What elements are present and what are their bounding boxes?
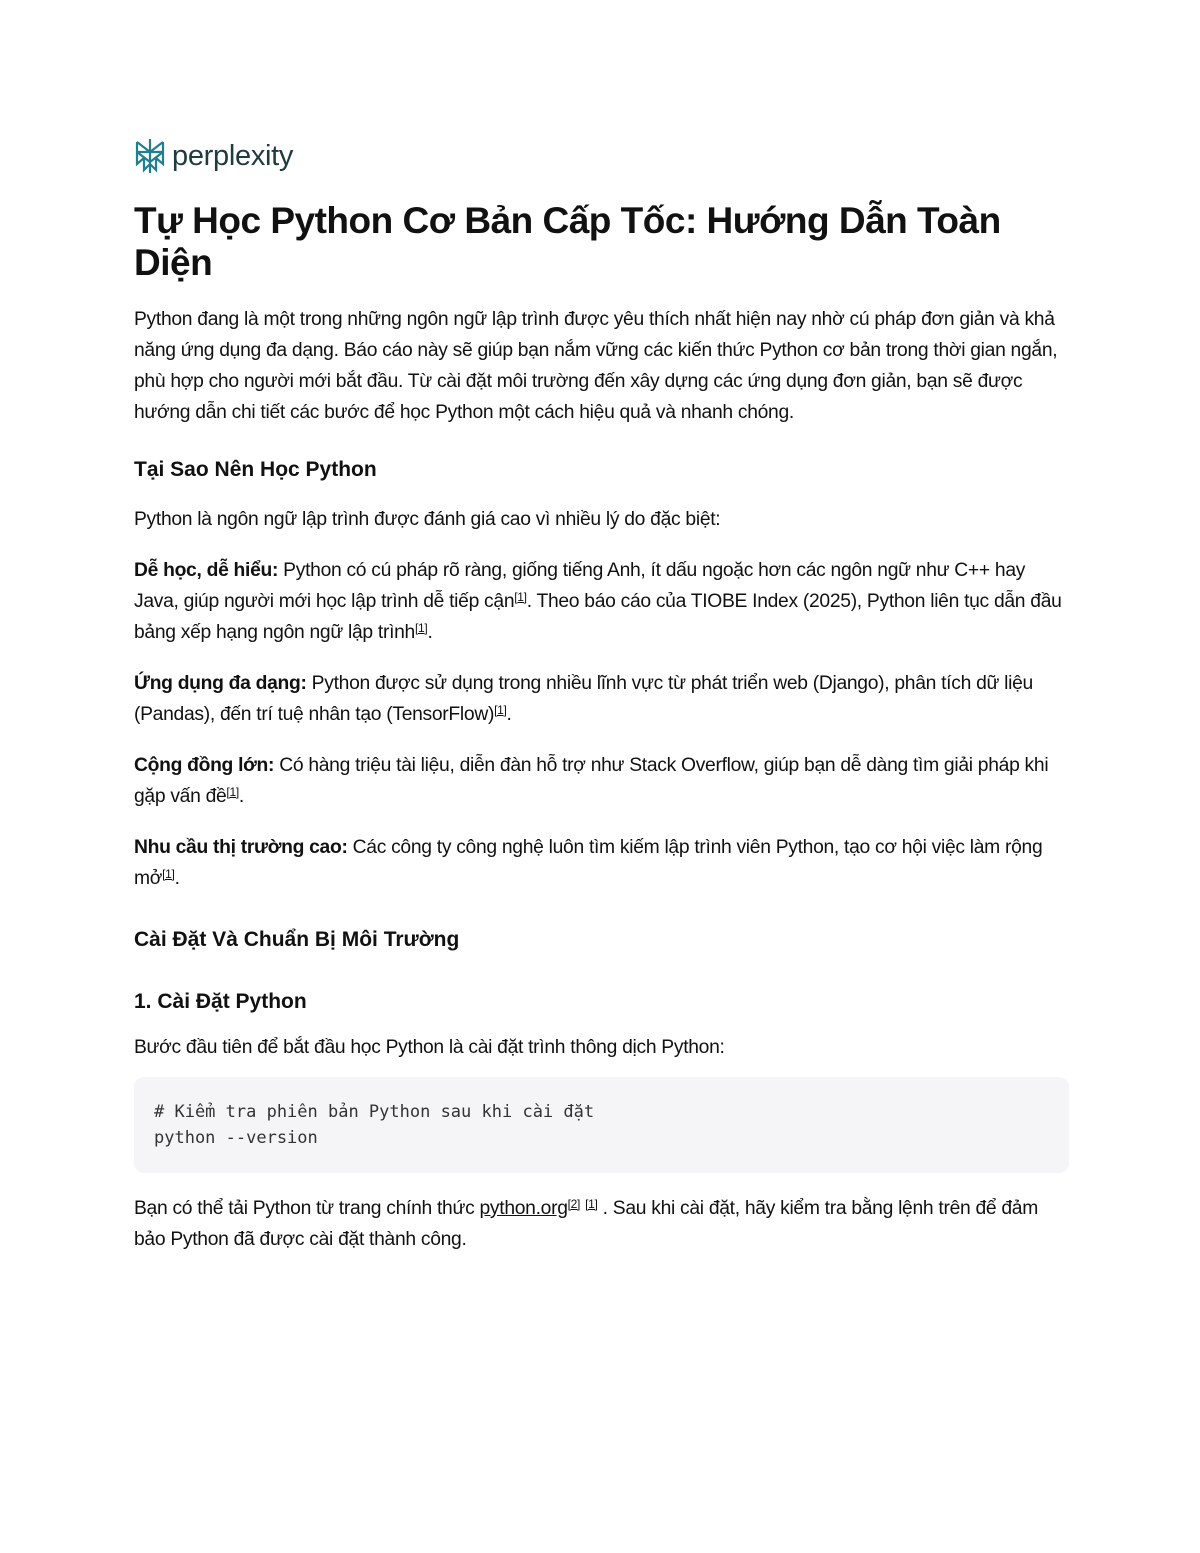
citation-link[interactable]: [2] — [567, 1197, 581, 1211]
point-easy — [134, 555, 1069, 648]
document-page — [134, 136, 1069, 1275]
perplexity-logo-icon — [134, 138, 166, 174]
note-text: . Sau khi cài đặt, hãy kiểm tra bằng lệnh trên để đảm bảo Python đã được cài đặt thành công. — [134, 1198, 1038, 1250]
section-heading-setup: Cài Đặt Và Chuẩn Bị Môi Trường — [134, 928, 460, 951]
note-text: Bạn có thể tải Python từ trang chính thức — [134, 1198, 480, 1219]
punctuation: . — [506, 704, 512, 725]
page-title: Tự Học Python Cơ Bản Cấp Tốc: Hướng Dẫn Toàn Diện — [134, 200, 1001, 283]
section-heading-why-python: Tại Sao Nên Học Python — [134, 458, 377, 481]
perplexity-logo — [134, 136, 1069, 176]
section-lead: Python là ngôn ngữ lập trình được đánh giá cao vì nhiều lý do đặc biệt: — [134, 509, 721, 530]
code-block[interactable] — [134, 1077, 1069, 1173]
point-title: Nhu cầu thị trường cao: — [134, 837, 348, 858]
point-title: Ứng dụng đa dạng: — [134, 673, 307, 694]
point-text: Có hàng triệu tài liệu, diễn đàn hỗ trợ như Stack Overflow, giúp bạn dễ dàng tìm giải pháp khi gặp vấn đề — [134, 755, 1049, 807]
citation-link[interactable]: [1] — [585, 1197, 598, 1211]
point-text: Các công ty công nghệ luôn tìm kiếm lập trình viên Python, tạo cơ hội việc làm rộng mở — [134, 837, 1043, 889]
point-diverse — [134, 668, 1069, 730]
logo-text: perplexity — [172, 139, 294, 172]
citation-link[interactable]: [1] — [162, 867, 175, 881]
punctuation: . — [427, 622, 433, 643]
citation-link[interactable]: [1] — [514, 590, 527, 604]
point-title: Dễ học, dễ hiểu: — [134, 560, 279, 581]
punctuation: . — [174, 868, 180, 889]
subsection-lead: Bước đầu tiên để bắt đầu học Python là cài đặt trình thông dịch Python: — [134, 1037, 725, 1058]
install-note — [134, 1193, 1069, 1255]
point-text: Python được sử dụng trong nhiều lĩnh vực từ phát triển web (Django), phân tích dữ liệu (Pandas), đến trí tuệ nhân tạo (TensorFlow) — [134, 673, 1033, 725]
code-line: python --version — [154, 1128, 318, 1148]
citation-link[interactable]: [1] — [414, 621, 428, 635]
point-text: . Theo báo cáo của TIOBE Index (2025), Python liên tục dẫn đầu bảng xếp hạng ngôn ngữ lập trình — [134, 591, 1062, 643]
citation-link[interactable]: [1] — [494, 703, 507, 717]
intro-paragraph: Python đang là một trong những ngôn ngữ lập trình được yêu thích nhất hiện nay nhờ cú pháp đơn giản và khả năng ứng dụng đa dạng. Báo cáo này sẽ giúp bạn nắm vững các kiến thức Python cơ bản trong thời gian ngắn, phù hợp cho người mới bắt đầu. Từ cài đặt môi trường đến xây dựng các ứng dụng đơn giản, bạn sẽ được hướng dẫn chi tiết các bước để học Python một cách hiệu quả và nhanh chóng. — [134, 309, 1058, 423]
point-title: Cộng đồng lớn: — [134, 755, 275, 776]
point-market — [134, 832, 1069, 894]
python-org-link[interactable]: python.org — [479, 1198, 568, 1219]
citation-link[interactable]: [1] — [226, 785, 239, 799]
subsection-heading-install: 1. Cài Đặt Python — [134, 990, 307, 1013]
point-text: Python có cú pháp rõ ràng, giống tiếng Anh, ít dấu ngoặc hơn các ngôn ngữ như C++ hay Java, giúp người mới học lập trình dễ tiếp cận — [134, 560, 1026, 612]
code-line: # Kiểm tra phiên bản Python sau khi cài đặt — [154, 1102, 595, 1122]
punctuation: . — [238, 786, 244, 807]
point-community — [134, 750, 1069, 812]
